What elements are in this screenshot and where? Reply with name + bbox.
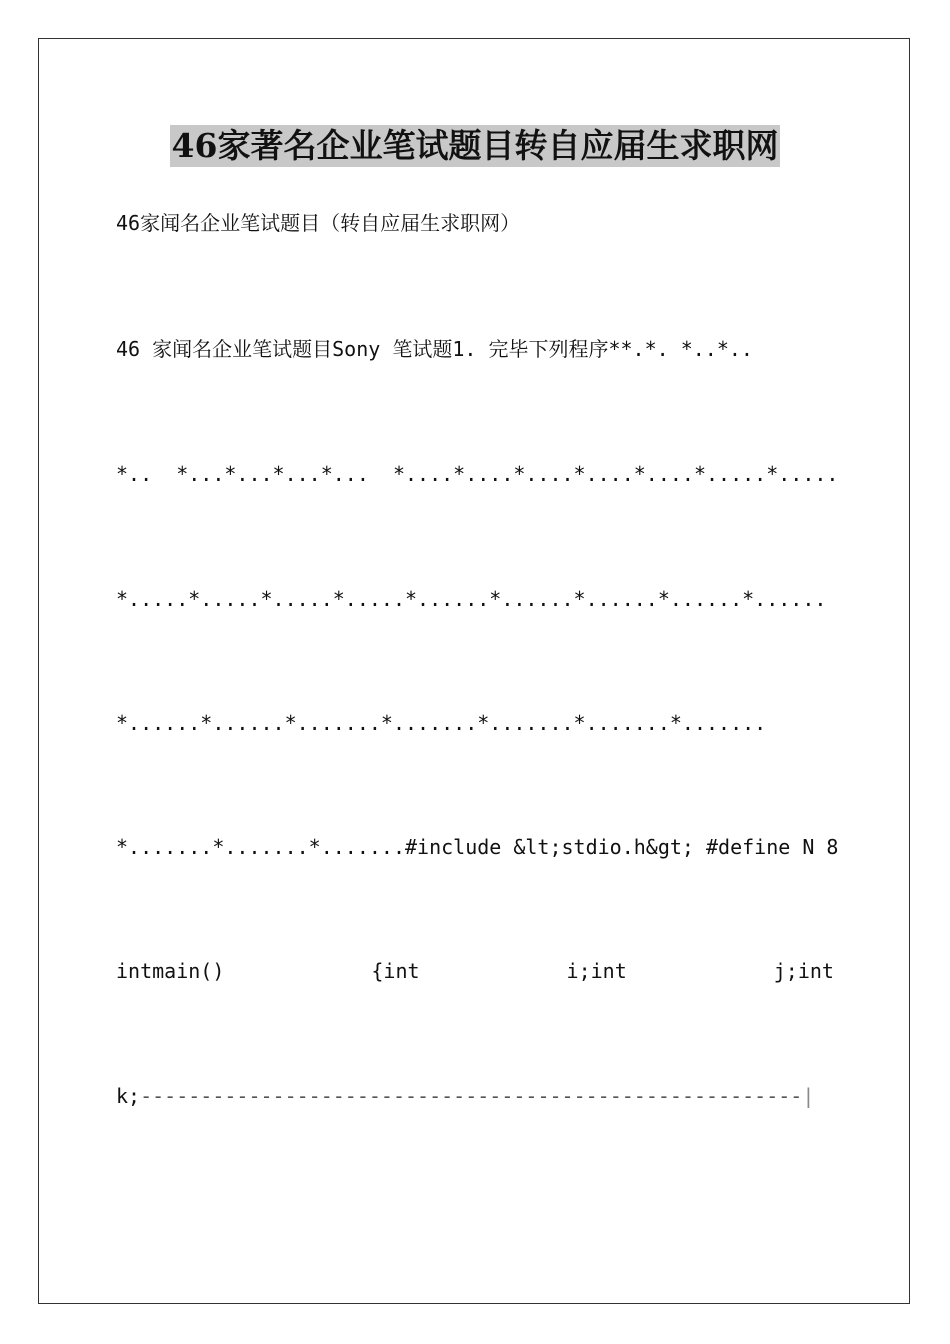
body-line-3: *.....*.....*.....*.....*......*......*......*......*......	[116, 587, 827, 611]
code-token-main: intmain()	[116, 959, 225, 983]
last-line-prefix: k;	[116, 1084, 141, 1108]
body-line-4: *......*......*.......*.......*.......*.......*.......	[116, 711, 767, 735]
document-subtitle: 46家闻名企业笔试题目（转自应届生求职网）	[116, 211, 521, 235]
body-line-1: 46 家闻名企业笔试题目Sony 笔试题1. 完毕下列程序**.*. *..*..	[116, 337, 753, 361]
body-line-5: *.......*.......*.......#include &lt;stdio.h&gt; #define N 8	[116, 835, 839, 859]
code-row	[116, 958, 834, 984]
body-line-2: *.. *...*...*...*... *....*....*....*....*....*.....*.....	[116, 462, 839, 486]
body-line-last	[116, 1083, 834, 1109]
code-token-int-j: j;int	[773, 959, 834, 983]
dashed-rule: -------------------------------------------------------	[140, 1084, 803, 1108]
code-token-int-i: i;int	[566, 959, 627, 983]
rule-end-bar: |	[802, 1084, 815, 1108]
document-title: 46家著名企业笔试题目转自应届生求职网	[171, 126, 779, 165]
code-token-int-brace: {int	[371, 959, 420, 983]
title-container	[0, 125, 950, 167]
